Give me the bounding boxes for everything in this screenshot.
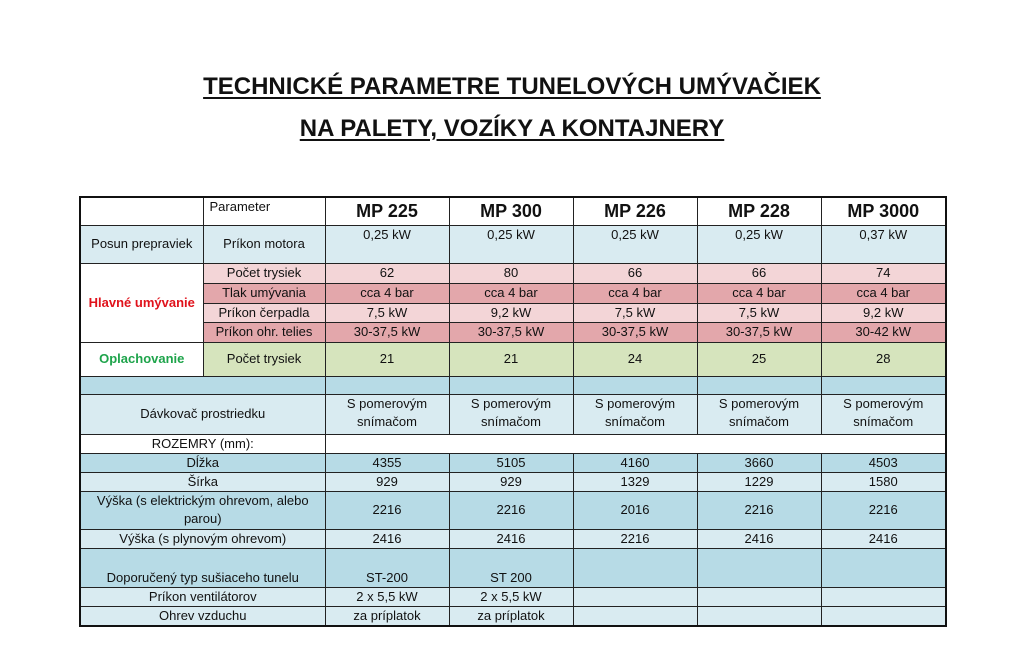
table-row: [80, 548, 946, 587]
table-cell: 0,25 kW: [573, 225, 697, 263]
table-cell: 21: [325, 342, 449, 376]
table-cell: 2416: [697, 529, 821, 548]
table-cell: 7,5 kW: [573, 303, 697, 322]
table-cell: 30-37,5 kW: [697, 322, 821, 342]
row-label: Príkon čerpadla: [203, 303, 325, 322]
table-cell: 0,25 kW: [325, 225, 449, 263]
table-cell: [697, 548, 821, 587]
table-cell: 30-42 kW: [821, 322, 946, 342]
table-cell: 929: [449, 472, 573, 491]
table-cell: 4355: [325, 453, 449, 472]
table-cell: 62: [325, 263, 449, 283]
row-label: Dĺžka: [80, 453, 325, 472]
table-cell: [573, 548, 697, 587]
table-cell: 30-37,5 kW: [449, 322, 573, 342]
table-cell: 2216: [573, 529, 697, 548]
row-label: Šírka: [80, 472, 325, 491]
row-label: Dávkovač prostriedku: [80, 394, 325, 434]
page-title-line-2: [0, 114, 1024, 144]
table-cell: 1329: [573, 472, 697, 491]
section-label-rozmery: ROZEMRY (mm):: [80, 434, 325, 453]
table-row: [80, 529, 946, 548]
parameters-table: [79, 196, 947, 627]
header-empty-cell: [80, 197, 203, 225]
model-header: MP 3000: [821, 197, 946, 225]
table-cell: cca 4 bar: [573, 283, 697, 303]
row-label: Ohrev vzduchu: [80, 606, 325, 626]
table-cell: ST 200: [449, 548, 573, 587]
model-header: MP 225: [325, 197, 449, 225]
title-line-1-text: TECHNICKÉ PARAMETRE TUNELOVÝCH UMÝVAČIEK: [203, 73, 821, 100]
section-row: [80, 434, 946, 453]
table-cell: 0,25 kW: [449, 225, 573, 263]
table-cell: 2216: [821, 491, 946, 529]
table-cell: [573, 606, 697, 626]
group-label-posun: Posun prepraviek: [80, 225, 203, 263]
table-row: [80, 491, 946, 529]
table-cell: [573, 587, 697, 606]
table-row: [80, 472, 946, 491]
table-cell: za príplatok: [325, 606, 449, 626]
table-cell: 2216: [449, 491, 573, 529]
spacer-cell: [573, 376, 697, 394]
table-cell: 5105: [449, 453, 573, 472]
table-cell: 1580: [821, 472, 946, 491]
table-cell: za príplatok: [449, 606, 573, 626]
spacer-cell: [325, 376, 449, 394]
table-row: [80, 303, 946, 322]
table-cell: 66: [697, 263, 821, 283]
spacer-cell: [821, 376, 946, 394]
table-cell: S pomerovým snímačom: [821, 394, 946, 434]
spacer-cell: [80, 376, 325, 394]
row-label: Tlak umývania: [203, 283, 325, 303]
table-cell: S pomerovým snímačom: [697, 394, 821, 434]
row-label: Príkon ventilátorov: [80, 587, 325, 606]
table-cell: 0,37 kW: [821, 225, 946, 263]
model-header: MP 300: [449, 197, 573, 225]
table-cell: 30-37,5 kW: [325, 322, 449, 342]
table-cell: [821, 587, 946, 606]
table-cell: 28: [821, 342, 946, 376]
table-cell: 2216: [325, 491, 449, 529]
row-label: Výška (s plynovým ohrevom): [80, 529, 325, 548]
table-row: [80, 225, 946, 263]
parameter-header: Parameter: [203, 197, 325, 225]
table-cell: 2 x 5,5 kW: [449, 587, 573, 606]
table-cell: 9,2 kW: [449, 303, 573, 322]
table-cell: [697, 587, 821, 606]
row-label: Doporučený typ sušiaceho tunelu: [80, 548, 325, 587]
table-cell: 3660: [697, 453, 821, 472]
table-cell: S pomerovým snímačom: [449, 394, 573, 434]
row-label: Príkon ohr. telies: [203, 322, 325, 342]
table-cell: 24: [573, 342, 697, 376]
table-cell: 2416: [325, 529, 449, 548]
table-cell: [821, 548, 946, 587]
table-cell: 929: [325, 472, 449, 491]
table-cell: S pomerovým snímačom: [325, 394, 449, 434]
table-cell: 7,5 kW: [325, 303, 449, 322]
table-row: [80, 394, 946, 434]
section-empty-cell: [325, 434, 946, 453]
row-label: Počet trysiek: [203, 342, 325, 376]
table-cell: 4160: [573, 453, 697, 472]
table-cell: 21: [449, 342, 573, 376]
group-label-oplachovanie: Oplachovanie: [80, 342, 203, 376]
table-cell: ST-200: [325, 548, 449, 587]
table-cell: cca 4 bar: [697, 283, 821, 303]
table-cell: 2216: [697, 491, 821, 529]
table-row: [80, 322, 946, 342]
spacer-row: [80, 376, 946, 394]
table-cell: 2016: [573, 491, 697, 529]
table-cell: 80: [449, 263, 573, 283]
table-cell: 30-37,5 kW: [573, 322, 697, 342]
table-cell: 1229: [697, 472, 821, 491]
table-cell: 2416: [821, 529, 946, 548]
table-row: [80, 263, 946, 283]
table-cell: 25: [697, 342, 821, 376]
table-cell: S pomerovým snímačom: [573, 394, 697, 434]
table-cell: 2 x 5,5 kW: [325, 587, 449, 606]
table-cell: [697, 606, 821, 626]
table-cell: cca 4 bar: [821, 283, 946, 303]
table-row: [80, 283, 946, 303]
table-row: [80, 587, 946, 606]
table-row: [80, 453, 946, 472]
table-cell: cca 4 bar: [449, 283, 573, 303]
table-cell: 0,25 kW: [697, 225, 821, 263]
table-cell: 2416: [449, 529, 573, 548]
header-row: [80, 197, 946, 225]
table-cell: cca 4 bar: [325, 283, 449, 303]
table-cell: 74: [821, 263, 946, 283]
model-header: MP 228: [697, 197, 821, 225]
title-line-2-text: NA PALETY, VOZÍKY A KONTAJNERY: [299, 115, 725, 142]
group-label-hlavne-umyvanie: Hlavné umývanie: [80, 263, 203, 342]
row-label: Príkon motora: [203, 225, 325, 263]
table-row: [80, 342, 946, 376]
spacer-cell: [697, 376, 821, 394]
table-cell: 7,5 kW: [697, 303, 821, 322]
model-header: MP 226: [573, 197, 697, 225]
table-row: [80, 606, 946, 626]
page-title-line-1: [0, 72, 1024, 102]
table-cell: [821, 606, 946, 626]
table-cell: 9,2 kW: [821, 303, 946, 322]
spacer-cell: [449, 376, 573, 394]
row-label: Počet trysiek: [203, 263, 325, 283]
table-cell: 66: [573, 263, 697, 283]
table-cell: 4503: [821, 453, 946, 472]
row-label: Výška (s elektrickým ohrevom, alebo parou): [80, 491, 325, 529]
